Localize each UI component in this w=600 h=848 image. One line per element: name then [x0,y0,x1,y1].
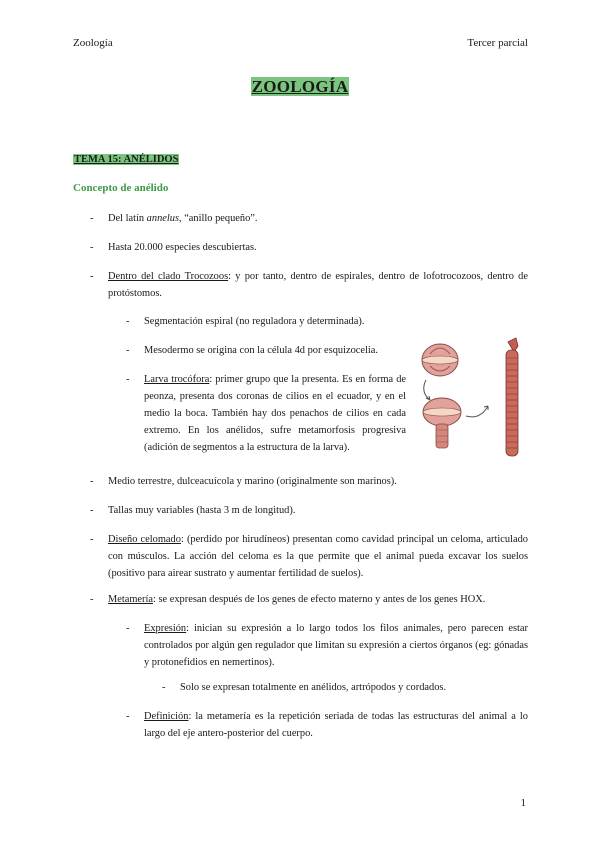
subsection-heading: Concepto de anélido [73,182,169,194]
sub-sub-list-item: - Solo se expresan totalmente en anélidos, artrópodos y cordados. [162,682,447,693]
header-right: Tercer parcial [467,37,528,49]
header-left: Zoología [73,37,113,49]
page-number: 1 [520,797,526,809]
list-item: - Hasta 20.000 especies descubiertas. [90,242,257,253]
list-item: - Tallas muy variables (hasta 3 m de longitud). [90,505,296,516]
list-item: - Diseño celomado: (perdido por hirudíneos) presentan como cavidad principal un celoma, articulado con músculos. La acción del celoma es la que permite que el animal pueda excavar los suelos (positivo para airear sustrato y aumentar fertilidad de suelos). [90,534,528,579]
sub-list-item: - Definición: la metamería es la repetición seriada de todas las estructuras del animal a lo largo del eje antero-posterior del cuerpo. [126,711,528,739]
list-item: - Metamería: se expresan después de los genes de efecto materno y antes de los genes HOX. [90,594,486,605]
trochophore-larva-illustration [418,336,528,458]
sub-list-item: - Segmentación espiral (no reguladora y determinada). [126,316,365,327]
section-heading: TEMA 15: ANÉLIDOS [74,154,179,165]
page-title: ZOOLOGÍA [251,77,349,96]
list-item: - Medio terrestre, dulceacuícola y marino (originalmente son marinos). [90,476,397,487]
sub-list-item: - Larva trocófora: primer grupo que la presenta. Es en forma de peonza, presenta dos coronas de cilios en el ecuador, y en el medio la boca. También hay dos penachos de cilios en cada extremo. En los anélidos, sufre metamorfosis progresiva (adición de segmentos a la estructura de la larva). [126,374,407,453]
list-item: - Dentro del clado Trocozoos: y por tanto, dentro de espirales, dentro de lofotrocozoos, dentro de protóstomos. [90,271,528,299]
sub-list-item: - Expresión: inician su expresión a lo largo todos los filos animales, pero parecen estar controlados por algún gen regulador que limitan su expresión a ciertos órganos (eg: gónadas y protonefidios en nemertinos). [126,623,528,668]
list-item: - Del latín annelus, “anillo pequeño”. [90,213,258,224]
sub-list-item: - Mesodermo se origina con la célula 4d por esquizocelia. [126,345,378,356]
